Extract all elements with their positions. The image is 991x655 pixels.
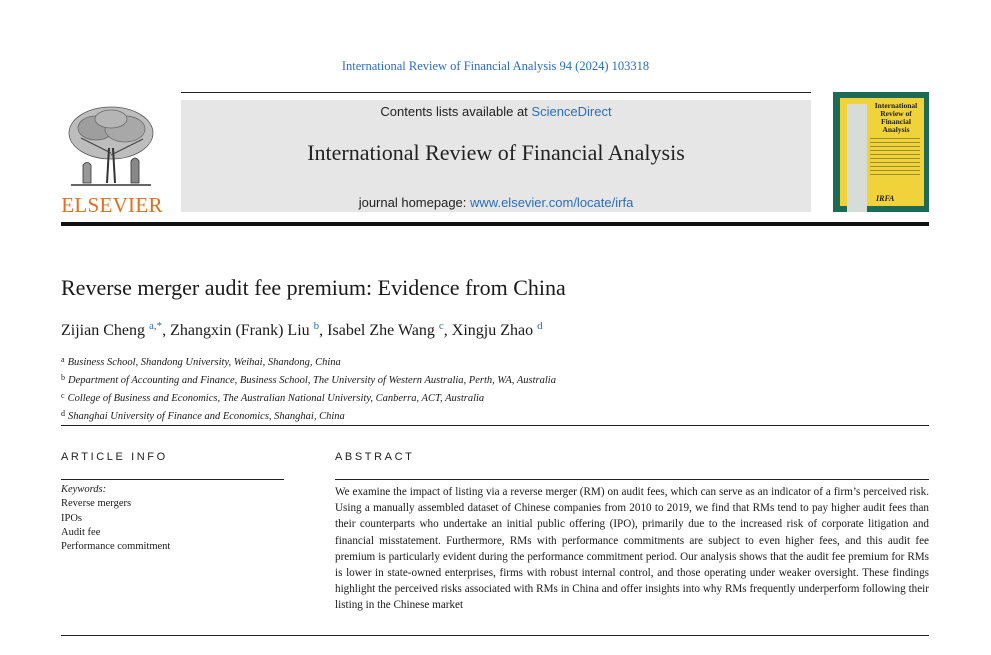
- journal-cover-thumbnail[interactable]: [833, 92, 929, 212]
- elsevier-tree-icon: [61, 103, 161, 191]
- abstract-text: We examine the impact of listing via a reverse merger (RM) on audit fees, which can serve as an indicator of a firm’s perceived risk. Using a manually assembled dataset of Chinese companies from 2010 to 2019, we find that RMs tend to pay higher audit fees than their counterparts who undertake an initial public offering (IPO), primarily due to the increased risk of corporate litigation and financial misstatement. Furthermore, RMs with performance commitments are subject to even higher fees, and this audit fee premium is particularly evident during the performance commitment period. Our analysis shows that the audit fee premium for RMs is lower in state-owned enterprises, firms with robust internal control, and those operating under weaker oversight. These findings highlight the perceived risks associated with RMs in China and offer insights into why RMs frequently underperform following their listing in the Chinese market: [335, 486, 929, 612]
- keyword-item: Reverse mergers: [61, 498, 132, 510]
- author-marks[interactable]: d: [537, 320, 543, 332]
- author-name[interactable]: Isabel Zhe Wang: [327, 322, 435, 339]
- contents-prefix: Contents lists available at: [380, 104, 532, 119]
- keyword-item: Performance commitment: [61, 541, 171, 553]
- header-rule-bottom: [61, 222, 929, 226]
- sciencedirect-link[interactable]: ScienceDirect: [531, 104, 612, 119]
- cover-title: International Review of Financial Analysis: [874, 101, 918, 134]
- cover-panel: [840, 98, 924, 206]
- cover-contents-lines: [870, 138, 920, 178]
- keywords-label: Keywords:: [61, 484, 107, 495]
- affiliation-mark: a: [61, 355, 65, 364]
- article-info-rule: [61, 479, 284, 480]
- homepage-prefix: journal homepage:: [358, 195, 471, 210]
- keyword-item: Audit fee: [61, 526, 101, 538]
- affiliation-text: Department of Accounting and Finance, Business School, The University of Western Australia, Perth, WA, Australia: [68, 375, 556, 386]
- author-list: Zijian Cheng $^{a,*}$, Zhangxin (Frank) Liu $^b$, Isabel Zhe Wang $^c$, Xingju Zhao $^d$: [61, 320, 543, 339]
- author-marks[interactable]: c: [438, 320, 444, 332]
- affiliation-mark: b: [61, 373, 65, 382]
- abstract-heading: ABSTRACT: [335, 451, 415, 463]
- article-info-heading: ARTICLE INFO: [61, 451, 168, 463]
- affiliation-mark: c: [61, 391, 65, 400]
- author-name[interactable]: Zijian Cheng: [61, 322, 145, 339]
- affiliation-text: Business School, Shandong University, Weihai, Shandong, China: [67, 357, 341, 368]
- cover-abbrev: IRFA: [876, 194, 895, 203]
- affiliation-text: College of Business and Economics, The Australian National University, Canberra, ACT, Australia: [67, 393, 485, 404]
- homepage-line: [181, 195, 811, 210]
- author-name[interactable]: Xingju Zhao: [451, 322, 534, 339]
- affiliation-item: [61, 388, 556, 406]
- affiliation-item: [61, 352, 556, 370]
- abstract-rule: [335, 479, 929, 480]
- contents-line: [181, 104, 811, 119]
- author-marks[interactable]: b: [313, 320, 320, 332]
- affiliation-item: [61, 370, 556, 388]
- section-divider: [61, 425, 929, 426]
- article-title: Reverse merger audit fee premium: Evidence from China: [61, 275, 566, 300]
- elsevier-wordmark[interactable]: ELSEVIER: [61, 193, 163, 217]
- affiliation-mark: d: [61, 409, 65, 418]
- cover-strip: [847, 104, 867, 212]
- author-name[interactable]: Zhangxin (Frank) Liu: [170, 322, 310, 339]
- affiliation-item: [61, 406, 556, 424]
- affiliation-text: Shanghai University of Finance and Economics, Shanghai, China: [68, 411, 345, 422]
- header-rule-top: [181, 92, 811, 93]
- affiliations: [61, 352, 556, 424]
- homepage-link[interactable]: www.elsevier.com/locate/irfa: [470, 195, 634, 210]
- bottom-divider: [61, 635, 929, 636]
- journal-title: International Review of Financial Analysis: [307, 140, 685, 165]
- author-marks[interactable]: a,*: [148, 320, 163, 332]
- journal-citation[interactable]: International Review of Financial Analysis 94 (2024) 103318: [341, 59, 650, 73]
- keyword-item: IPOs: [61, 512, 83, 524]
- keywords-block: [61, 483, 170, 554]
